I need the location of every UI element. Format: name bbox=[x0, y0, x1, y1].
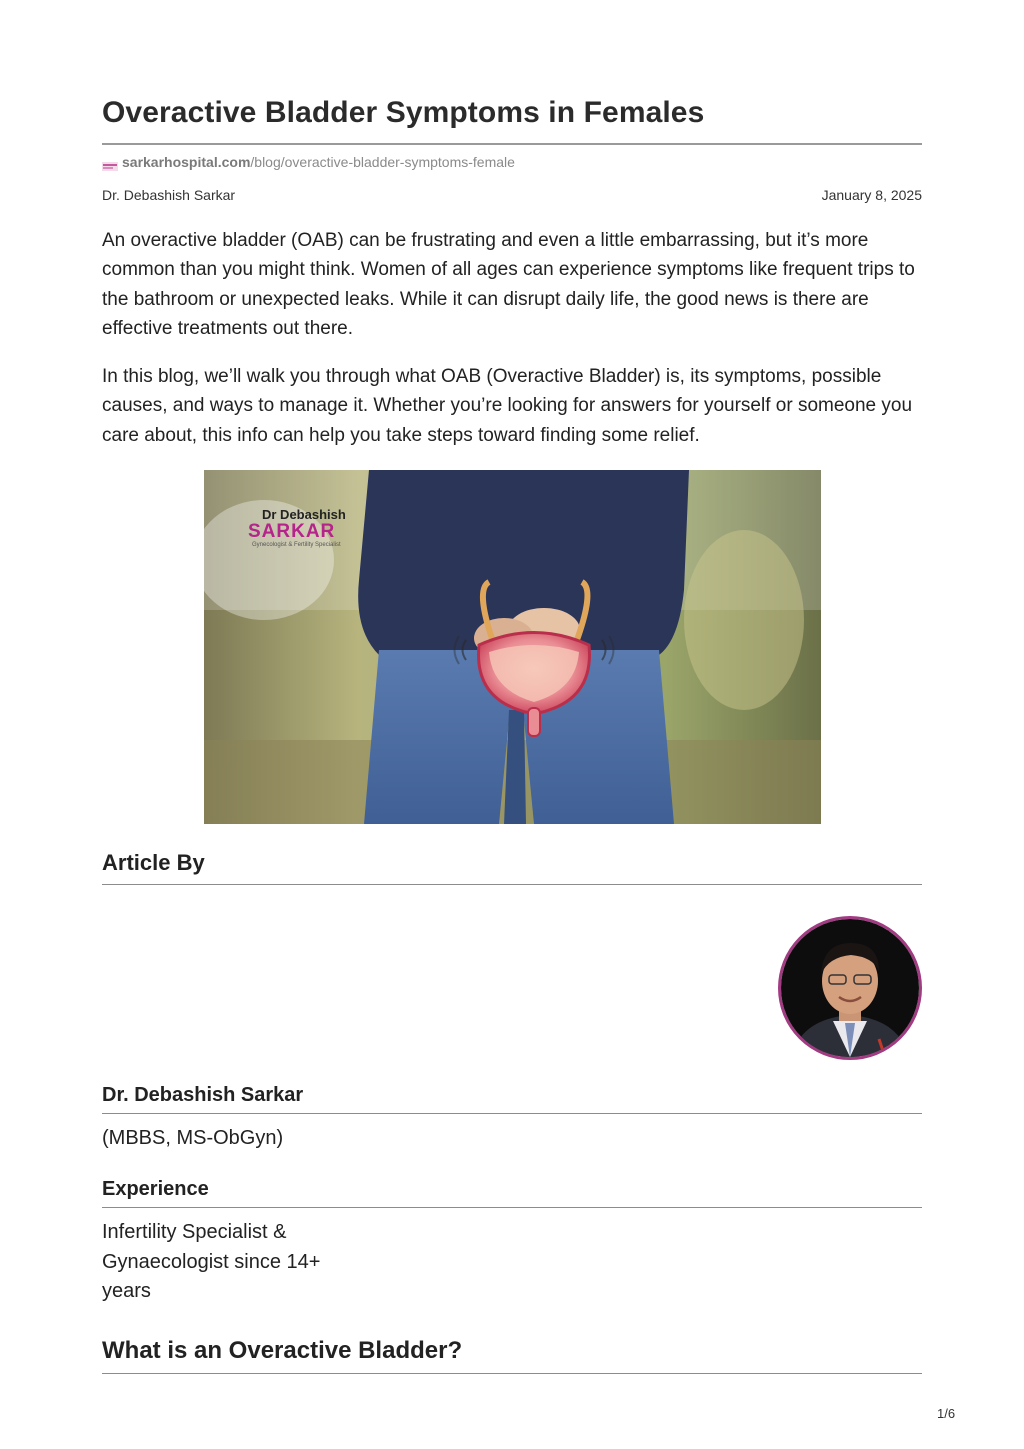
section-heading: What is an Overactive Bladder? bbox=[102, 1337, 463, 1364]
title-divider bbox=[102, 143, 922, 145]
experience-line: Infertility Specialist & bbox=[102, 1221, 287, 1243]
experience-line: years bbox=[102, 1280, 151, 1302]
article-by-heading: Article By bbox=[102, 850, 205, 875]
hero-illustration bbox=[204, 470, 821, 824]
logo-line-1: Dr Debashish bbox=[262, 507, 346, 522]
section-divider bbox=[102, 1113, 922, 1114]
author-credentials: (MBBS, MS-ObGyn) bbox=[102, 1127, 284, 1149]
intro-paragraph: In this blog, we’ll walk you through what OAB (Overactive Bladder) is, its symptoms, possible causes, and ways to manage it. Whether you’re looking for answers for yourself or someone you care about, this info can help you take steps toward finding some relief. bbox=[102, 366, 913, 446]
experience-heading: Experience bbox=[102, 1178, 209, 1200]
author-box-name: Dr. Debashish Sarkar bbox=[102, 1084, 304, 1106]
section-divider bbox=[102, 884, 922, 885]
page-title: Overactive Bladder Symptoms in Females bbox=[102, 96, 705, 129]
experience-text bbox=[102, 1218, 320, 1307]
source-path: /blog/overactive-bladder-symptoms-female bbox=[250, 154, 515, 170]
section-divider bbox=[102, 1373, 922, 1374]
logo-tagline: Gynecologist & Fertility Specialist bbox=[252, 542, 341, 548]
author-name: Dr. Debashish Sarkar bbox=[102, 187, 236, 203]
publish-date: January 8, 2025 bbox=[821, 187, 922, 203]
page-number: 1/6 bbox=[937, 1406, 956, 1421]
section-divider bbox=[102, 1207, 922, 1208]
source-domain: sarkarhospital.com bbox=[122, 154, 251, 170]
experience-line: Gynaecologist since 14+ bbox=[102, 1250, 321, 1273]
logo-line-2: SARKAR bbox=[248, 521, 336, 542]
site-favicon-icon bbox=[102, 158, 118, 167]
source-link[interactable] bbox=[102, 154, 515, 170]
brand-logo bbox=[248, 508, 388, 549]
intro-paragraph: An overactive bladder (OAB) can be frustrating and even a little embarrassing, but it’s more common than you might think. Women of all ages can experience symptoms like frequent trips to the bathroom or unexpected leaks. While it can disrupt daily life, the good news is there are effective treatments out there. bbox=[102, 230, 915, 339]
author-avatar bbox=[778, 916, 922, 1060]
